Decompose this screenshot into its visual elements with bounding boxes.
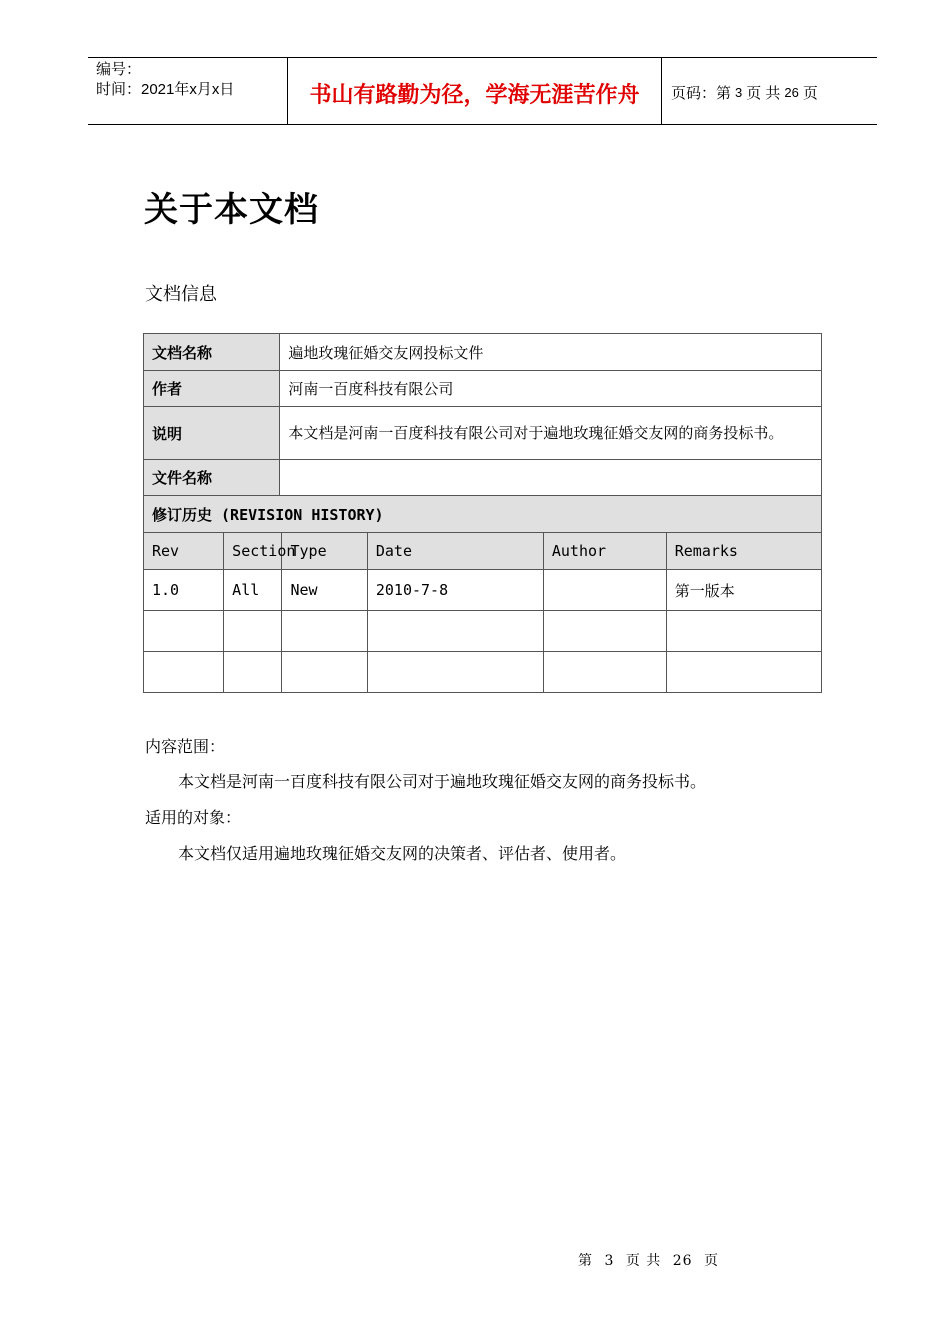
audience-text: 本文档仅适用遍地玫瑰征婚交友网的决策者、评估者、使用者。 <box>178 844 627 863</box>
table-row <box>144 334 822 371</box>
table-row <box>144 652 822 693</box>
file-name-value <box>280 460 822 496</box>
table-row <box>144 460 822 496</box>
cell-type <box>282 652 367 693</box>
time-label: 时间：2021年x月x日 <box>96 81 235 98</box>
header-page-number <box>662 58 877 124</box>
cell-section <box>224 652 282 693</box>
revision-header-row <box>144 533 822 570</box>
page-suffix: 页 <box>802 85 818 102</box>
cell-remarks: 第一版本 <box>666 570 821 611</box>
footer-current: 3 <box>604 1253 615 1269</box>
desc-value: 本文档是河南一百度科技有限公司对于遍地玫瑰征婚交友网的商务投标书。 <box>280 407 822 460</box>
doc-name-value: 遍地玫瑰征婚交友网投标文件 <box>280 334 822 371</box>
table-row <box>144 570 822 611</box>
file-name-label: 文件名称 <box>144 460 280 496</box>
table-row <box>144 407 822 460</box>
footer-mid: 页 共 <box>625 1253 662 1269</box>
cell-section: All <box>224 570 282 611</box>
cell-date: 2010-7-8 <box>367 570 543 611</box>
cell-rev: 1.0 <box>144 570 224 611</box>
cell-author <box>543 570 666 611</box>
col-section: Section <box>224 533 282 570</box>
audience-label: 适用的对象： <box>145 808 242 827</box>
table-row <box>144 371 822 407</box>
cell-author <box>543 611 666 652</box>
cell-section <box>224 611 282 652</box>
scope-text: 本文档是河南一百度科技有限公司对于遍地玫瑰征婚交友网的商务投标书。 <box>178 772 707 791</box>
cell-date <box>367 611 543 652</box>
header-meta <box>88 58 288 124</box>
author-label: 作者 <box>144 371 280 407</box>
cell-type <box>282 611 367 652</box>
cell-remarks <box>666 652 821 693</box>
cell-date <box>367 652 543 693</box>
number-label: 编号： <box>96 61 142 78</box>
section-subtitle: 文档信息 <box>145 284 217 305</box>
col-type: Type <box>282 533 367 570</box>
header-motto: 书山有路勤为径，学海无涯苦作舟 <box>288 58 662 124</box>
cell-rev <box>144 611 224 652</box>
table-row <box>144 611 822 652</box>
page-header <box>88 57 877 125</box>
col-author: Author <box>543 533 666 570</box>
revision-history-title: 修订历史 (REVISION HISTORY) <box>144 496 822 533</box>
footer-prefix: 第 <box>578 1253 593 1269</box>
document-info-table <box>143 333 822 693</box>
cell-author <box>543 652 666 693</box>
col-rev: Rev <box>144 533 224 570</box>
page-total: 26 <box>784 85 799 100</box>
cell-rev <box>144 652 224 693</box>
doc-name-label: 文档名称 <box>144 334 280 371</box>
cell-remarks <box>666 611 821 652</box>
table-row <box>144 496 822 533</box>
author-value: 河南一百度科技有限公司 <box>280 371 822 407</box>
scope-label: 内容范围： <box>145 737 226 756</box>
desc-label: 说明 <box>144 407 280 460</box>
col-date: Date <box>367 533 543 570</box>
col-remarks: Remarks <box>666 533 821 570</box>
page-current: 3 <box>735 85 743 100</box>
footer-suffix: 页 <box>704 1253 720 1269</box>
page-mid: 页 共 <box>746 85 781 102</box>
page-prefix: 页码：第 <box>671 85 732 102</box>
footer-total: 26 <box>672 1253 693 1269</box>
cell-type: New <box>282 570 367 611</box>
page-footer <box>578 1250 719 1270</box>
page-title: 关于本文档 <box>144 190 319 230</box>
